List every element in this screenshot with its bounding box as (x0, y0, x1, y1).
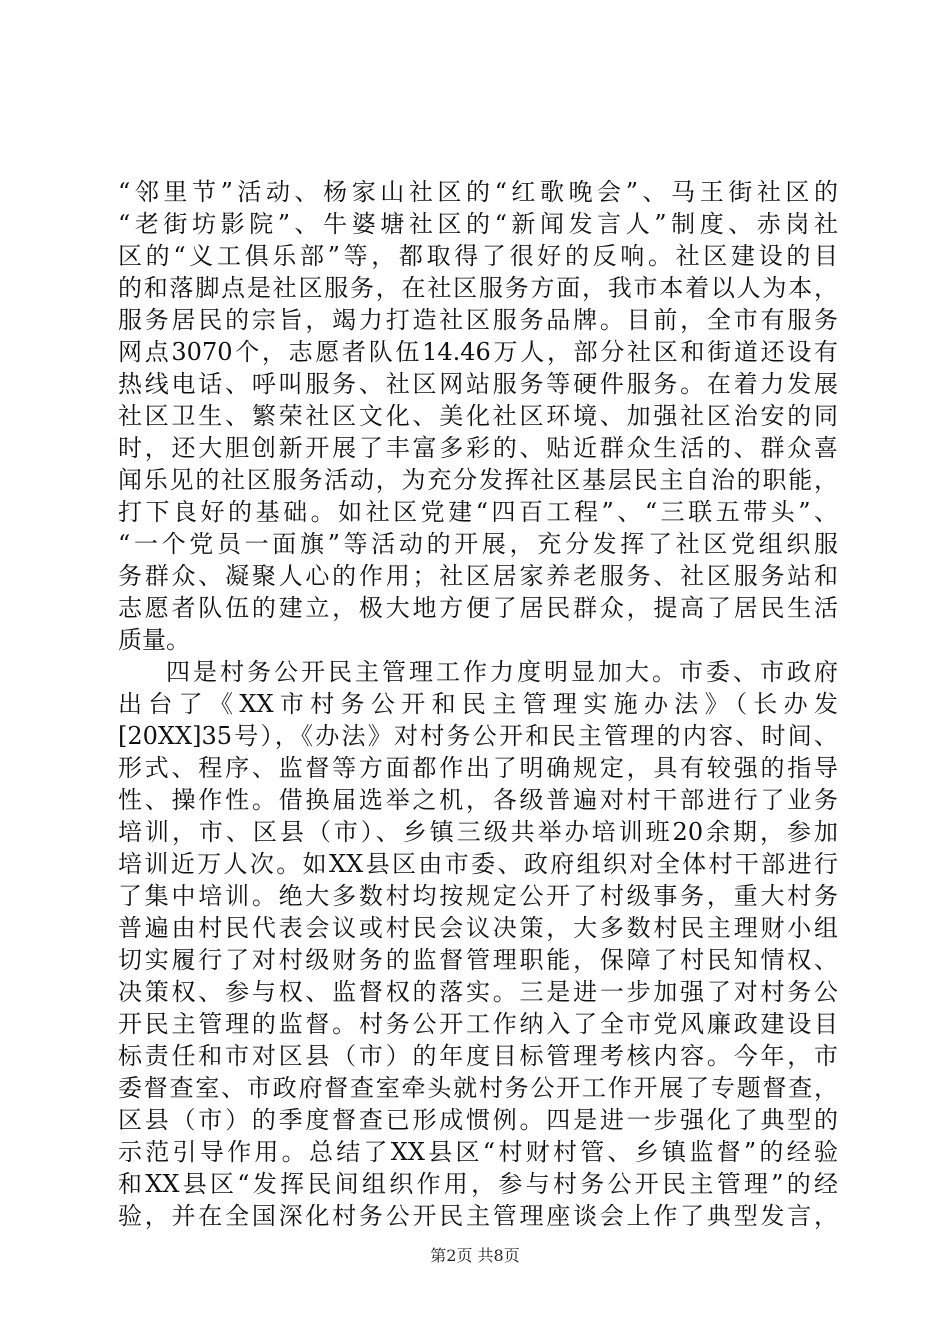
text-line: 培训近万人次。如XX县区由市委、政府组织对全体村干部进行 (118, 850, 838, 878)
text-line: “老街坊影院”、牛婆塘社区的“新闻发言人”制度、赤岗社 (118, 210, 838, 238)
text-line: 四是村务公开民主管理工作力度明显加大。市委、市政府 (166, 658, 838, 686)
text-line: 和XX县区“发挥民间组织作用，参与村务公开民主管理”的经 (118, 1170, 838, 1198)
text-line: 切实履行了对村级财务的监督管理职能，保障了村民知情权、 (118, 946, 838, 974)
text-line: 决策权、参与权、监督权的落实。三是进一步加强了对村务公 (118, 978, 838, 1006)
text-line: 打下良好的基础。如社区党建“四百工程”、“三联五带头”、 (118, 498, 838, 526)
text-line: 开民主管理的监督。村务公开工作纳入了全市党风廉政建设目 (118, 1010, 838, 1038)
text-line: 出台了《XX市村务公开和民主管理实施办法》（长办发 (118, 690, 838, 718)
body-paragraph (118, 176, 838, 656)
text-line: 了集中培训。绝大多数村均按规定公开了村级事务，重大村务 (118, 882, 838, 910)
text-line: “邻里节”活动、杨家山社区的“红歌晚会”、马王街社区的 (118, 178, 838, 206)
text-line: 质量。 (118, 626, 190, 654)
text-line: 验，并在全国深化村务公开民主管理座谈会上作了典型发言， (118, 1202, 838, 1230)
text-line: 形式、程序、监督等方面都作出了明确规定，具有较强的指导 (118, 754, 838, 782)
text-line: 志愿者队伍的建立，极大地方便了居民群众，提高了居民生活 (118, 594, 838, 622)
text-line: 培训，市、区县（市）、乡镇三级共举办培训班20余期，参加 (118, 818, 838, 846)
text-line: “一个党员一面旗”等活动的开展，充分发挥了社区党组织服 (118, 530, 838, 558)
text-line: 示范引导作用。总结了XX县区“村财村管、乡镇监督”的经验 (118, 1138, 838, 1166)
text-line: 社区卫生、繁荣社区文化、美化社区环境、加强社区治安的同 (118, 402, 838, 430)
text-line: 委督查室、市政府督查室牵头就村务公开工作开展了专题督查， (118, 1074, 838, 1102)
text-line: 的和落脚点是社区服务，在社区服务方面，我市本着以人为本， (118, 274, 838, 302)
text-line: [20XX]35号），《办法》对村务公开和民主管理的内容、时间、 (118, 722, 838, 750)
text-line: 标责任和市对区县（市）的年度目标管理考核内容。今年，市 (118, 1042, 838, 1070)
text-line: 时，还大胆创新开展了丰富多彩的、贴近群众生活的、群众喜 (118, 434, 838, 462)
text-line: 区县（市）的季度督查已形成惯例。四是进一步强化了典型的 (118, 1106, 838, 1134)
text-line: 性、操作性。借换届选举之机，各级普遍对村干部进行了业务 (118, 786, 838, 814)
page-number-footer: 第2页 共8页 (430, 1246, 520, 1265)
text-line: 网点3070个，志愿者队伍14.46万人，部分社区和街道还设有 (118, 338, 838, 366)
text-line: 服务居民的宗旨，竭力打造社区服务品牌。目前，全市有服务 (118, 306, 838, 334)
text-line: 热线电话、呼叫服务、社区网站服务等硬件服务。在着力发展 (118, 370, 838, 398)
text-line: 务群众、凝聚人心的作用；社区居家养老服务、社区服务站和 (118, 562, 838, 590)
text-line: 区的“义工俱乐部”等，都取得了很好的反响。社区建设的目 (118, 242, 838, 270)
text-line: 普遍由村民代表会议或村民会议决策，大多数村民主理财小组 (118, 914, 838, 942)
text-line: 闻乐见的社区服务活动，为充分发挥社区基层民主自治的职能， (118, 466, 838, 494)
body-paragraph (118, 656, 838, 1232)
